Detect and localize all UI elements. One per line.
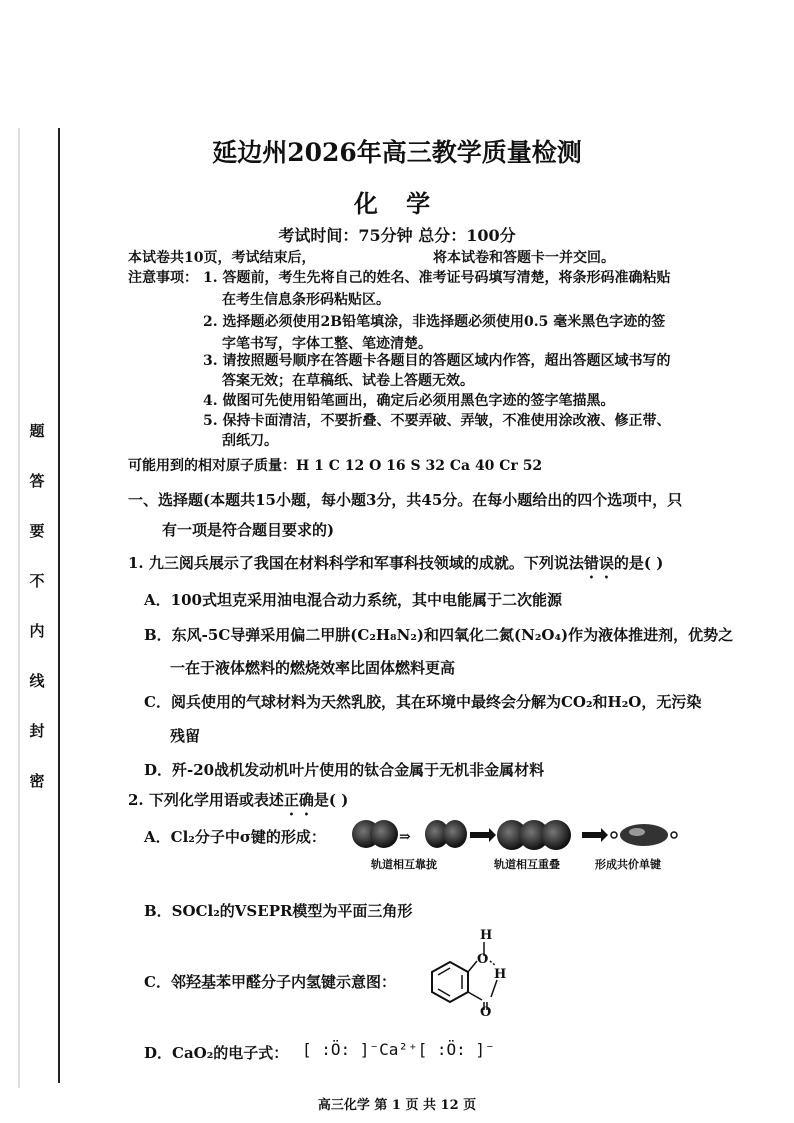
- q2-stem: 2. 下列化学用语或表述正确是( ): [128, 791, 349, 809]
- note-line: 在考生信息条形码粘贴区。: [222, 292, 390, 308]
- q1-option-c-line-2: 残留: [170, 727, 201, 745]
- atom-label: O: [477, 952, 489, 967]
- q1-option-b-line-2: 一在于液体燃料的燃烧效率比固体燃料更高: [170, 659, 456, 677]
- arrow-icon: [582, 832, 602, 838]
- note-line: 2. 选择题必须使用2B铅笔填涂，非选择题必须使用0.5 毫米黑色字迹的签: [203, 314, 666, 330]
- note-line: 字笔书写，字体工整、笔迹清楚。: [222, 336, 432, 352]
- section-heading-line-1: 一、选择题(本题共15小题，每小题3分，共45分。在每小题给出的四个选项中，只: [128, 491, 683, 509]
- seal-char: 线: [29, 672, 45, 690]
- q2-option-b: B．SOCl₂的VSEPR模型为平面三角形: [144, 902, 413, 920]
- note-line: 3. 请按照题号顺序在答题卡各题目的答题区域内作答，超出答题区域书写的: [203, 353, 671, 369]
- intro-line-1b: 将本试卷和答题卡一并交回。: [433, 250, 615, 266]
- atom-label: H: [480, 928, 493, 943]
- seal-char: 题: [29, 422, 45, 440]
- page-footer: 高三化学 第 1 页 共 12 页: [317, 1098, 477, 1113]
- notes-label: 注意事项：: [128, 270, 198, 286]
- q2-stem-emphasis: 正确: [283, 791, 314, 809]
- subject-title: 化 学: [353, 189, 441, 218]
- q2-option-c: C．邻羟基苯甲醛分子内氢键示意图：: [144, 973, 396, 991]
- atom-label: O: [480, 1005, 492, 1020]
- seal-char: 内: [29, 622, 45, 640]
- atom-label: H: [494, 967, 507, 982]
- seal-char: 密: [29, 772, 45, 790]
- note-line: 5. 保持卡面清洁，不要折叠、不要弄破、弄皱，不准使用涂改液、修正带、: [203, 413, 671, 429]
- q1-option-a: A．100式坦克采用油电混合动力系统，其中电能属于二次能源: [144, 591, 562, 609]
- q2-option-a: A．Cl₂分子中σ键的形成：: [144, 828, 326, 846]
- orbital-approach-image: [425, 820, 467, 852]
- seal-char: 不: [29, 572, 45, 590]
- binding-fold-line: [18, 128, 20, 1088]
- electron-formula: [ :Ö: ]⁻Ca²⁺[ :Ö: ]⁻: [302, 1040, 495, 1059]
- note-line: 4. 做图可先使用铅笔画出，确定后必须用黑色字迹的签字笔描黑。: [203, 393, 615, 409]
- q2-option-d: D．CaO₂的电子式：: [144, 1044, 289, 1062]
- seal-char: 要: [29, 522, 45, 540]
- seal-char: 答: [29, 472, 45, 490]
- diagram-label: 形成共价单键: [595, 858, 661, 871]
- q1-option-c-line-1: C．阅兵使用的气球材料为天然乳胶，其在环境中最终会分解为CO₂和H₂O，无污染: [144, 693, 702, 711]
- q1-option-d: D．歼-20战机发动机叶片使用的钛合金属于无机非金属材料: [144, 761, 545, 779]
- note-line: 1. 答题前，考生先将自己的姓名、准考证号码填写清楚，将条形码准确粘贴: [203, 270, 671, 286]
- orbital-approach-image: [352, 820, 398, 852]
- note-line: 刮纸刀。: [222, 433, 278, 449]
- diagram-label: 轨道相互重叠: [494, 858, 560, 871]
- intro-line-1a: 本试卷共10页，考试结束后，: [128, 250, 316, 266]
- single-bond-image: [610, 821, 678, 849]
- atomic-masses: 可能用到的相对原子质量：H 1 C 12 O 16 S 32 Ca 40 Cr 52: [128, 458, 543, 474]
- binding-seal-line: [58, 128, 60, 1083]
- arrow-icon: [470, 832, 490, 838]
- q1-option-b-line-1: B．东风-5C导弹采用偏二甲肼(C₂H₈N₂)和四氧化二氮(N₂O₄)作为液体推进剂，优势之: [144, 626, 734, 644]
- q1-stem-emphasis: 错误: [583, 554, 614, 572]
- section-heading-line-2: 有一项是符合题目要求的): [162, 521, 335, 539]
- exam-title: 延边州2026年高三教学质量检测: [212, 138, 582, 167]
- note-line: 答案无效；在草稿纸、试卷上答题无效。: [222, 373, 474, 389]
- orbital-overlap-image: [497, 820, 571, 854]
- exam-info: 考试时间：75分钟 总分：100分: [278, 226, 516, 245]
- seal-char: 封: [29, 722, 45, 740]
- diagram-label: 轨道相互靠拢: [371, 858, 437, 871]
- q1-stem: 1. 九三阅兵展示了我国在材料科学和军事科技领域的成就。下列说法错误的是( ): [128, 554, 664, 572]
- approach-arrows: ⇒: [399, 829, 411, 845]
